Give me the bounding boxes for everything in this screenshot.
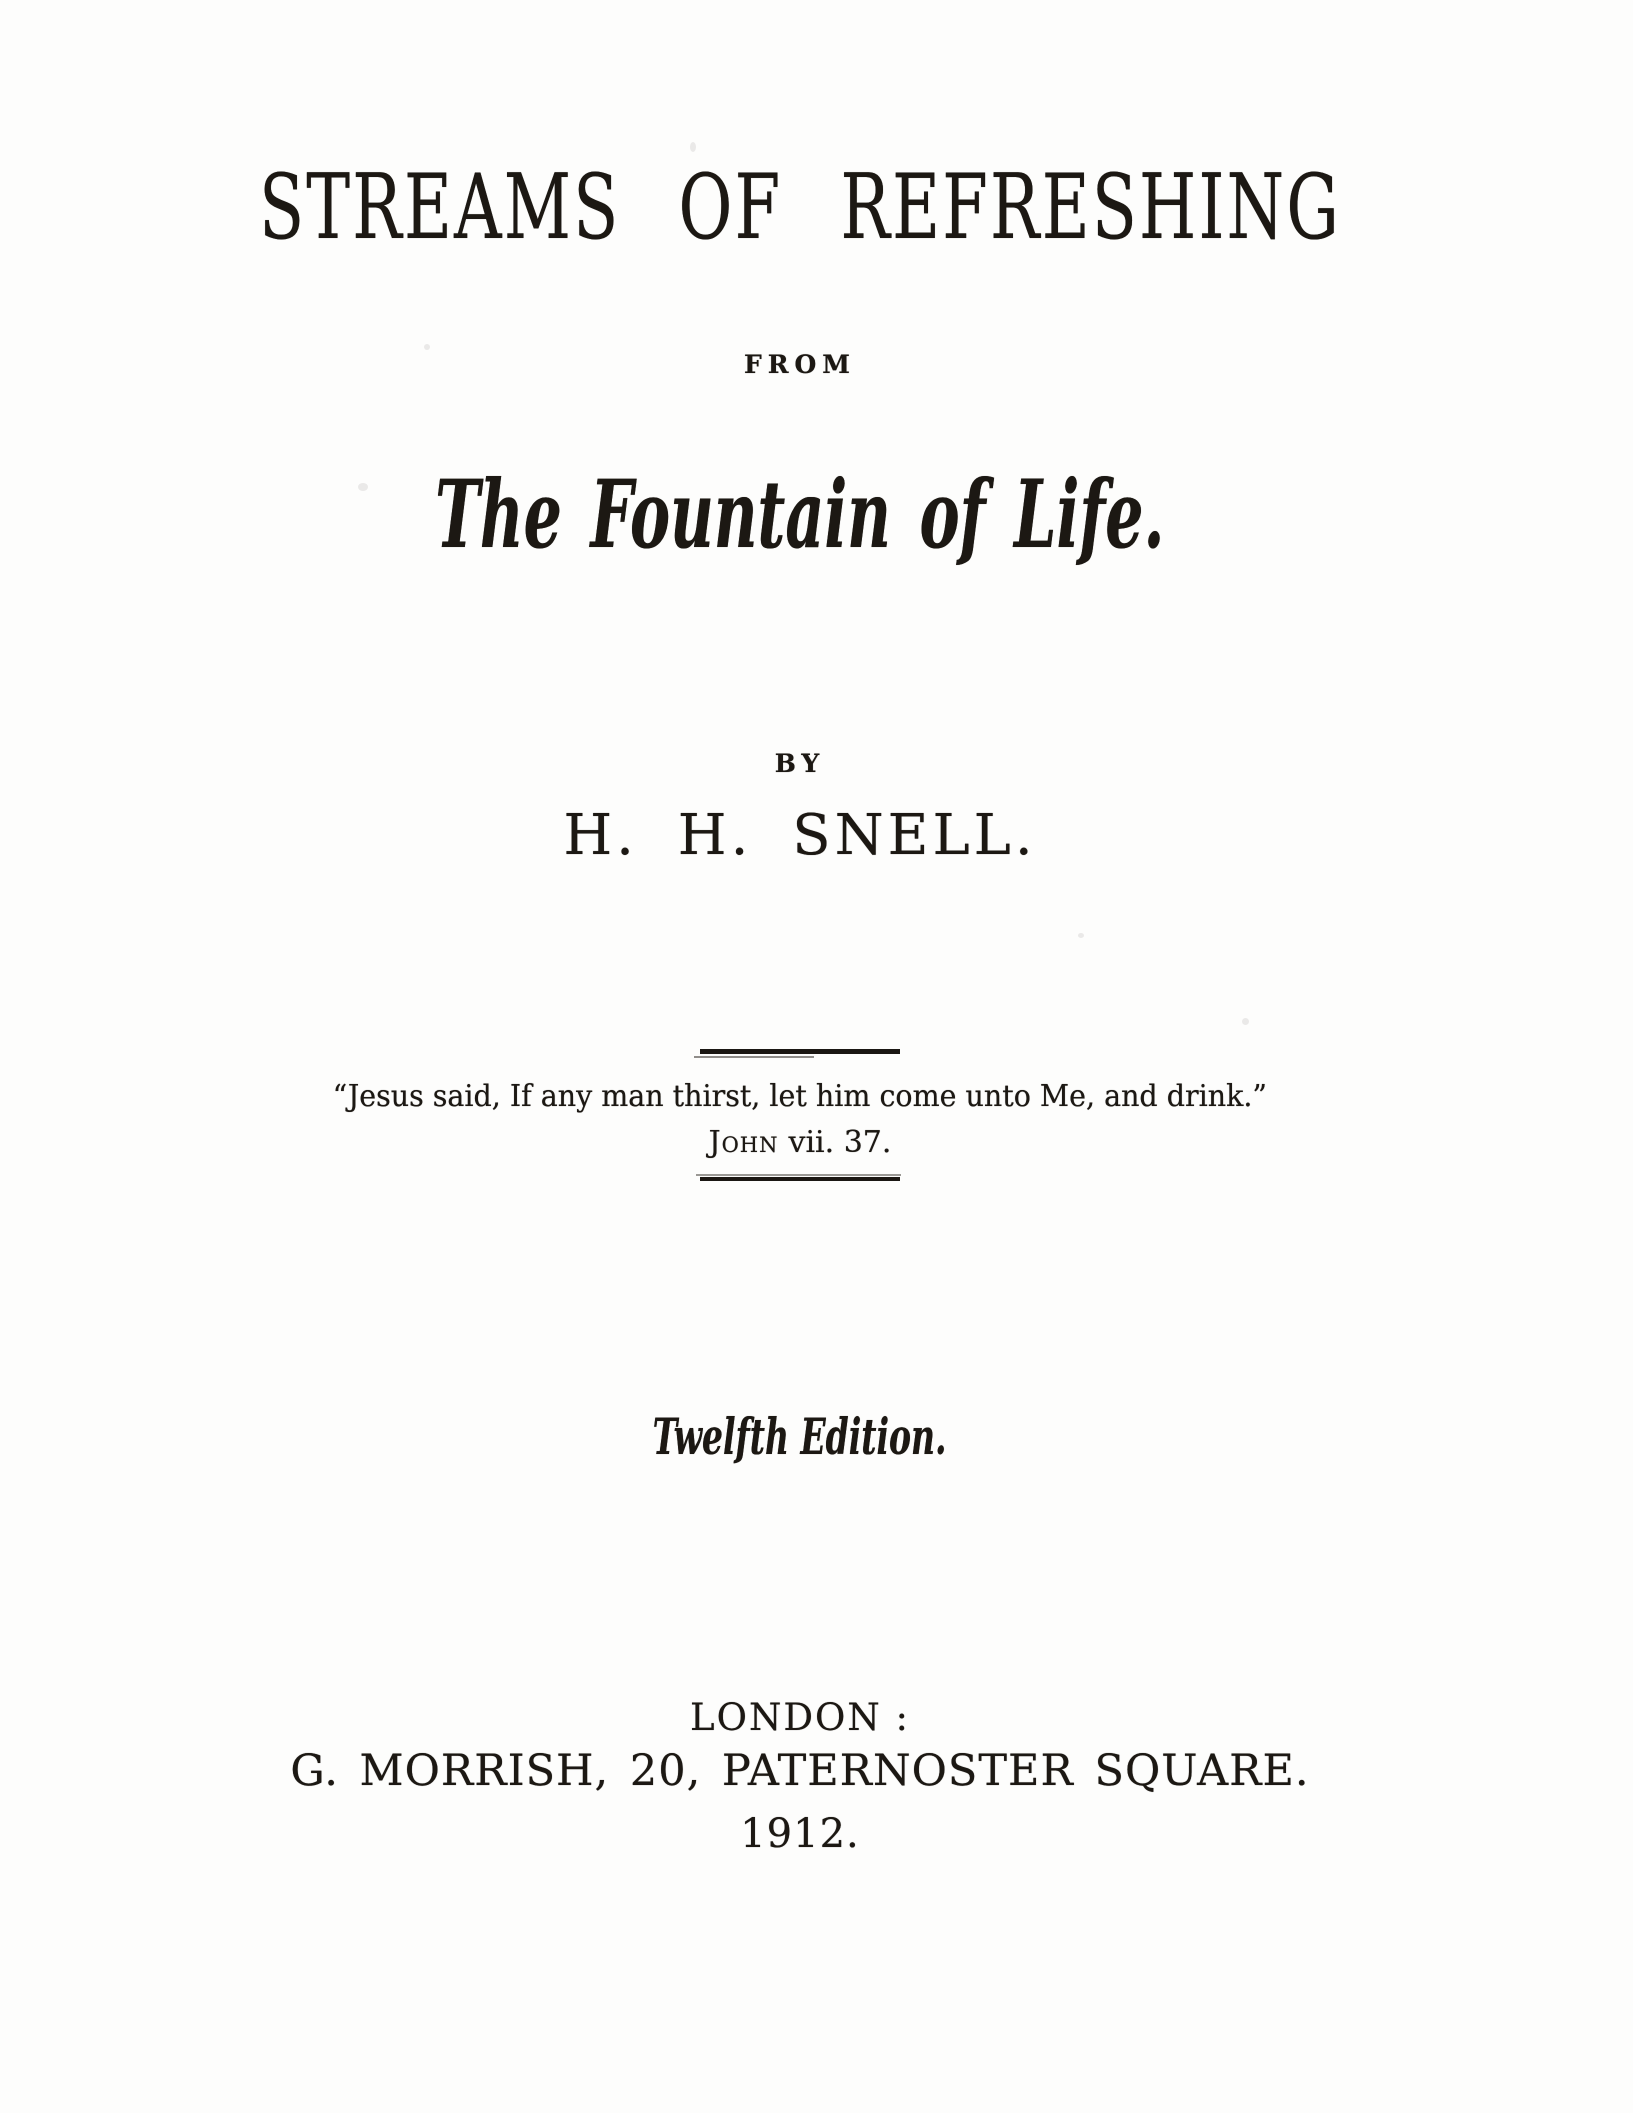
book-title xyxy=(0,155,1600,260)
scan-speck xyxy=(690,142,696,152)
scan-speck xyxy=(1078,933,1084,938)
scripture-quote xyxy=(0,1079,1600,1114)
imprint-year: 1912. xyxy=(740,1811,860,1857)
scan-speck xyxy=(1242,1018,1249,1025)
imprint-city: LONDON : xyxy=(690,1696,910,1739)
citation-book: John xyxy=(708,1125,779,1160)
citation-reference: vii. 37. xyxy=(788,1125,892,1160)
scripture-citation xyxy=(0,1125,1600,1160)
scripture-quote-text: “Jesus said, If any man thirst, let him come unto Me, and drink.” xyxy=(332,1079,1268,1114)
scan-speck xyxy=(424,344,430,350)
divider-rule-top xyxy=(700,1049,900,1054)
author-name: H. H. SNELL. xyxy=(563,803,1037,868)
imprint-publisher: G. MORRISH, 20, PATERNOSTER SQUARE. xyxy=(290,1746,1310,1796)
book-subtitle xyxy=(0,460,1600,570)
byline-label: BY xyxy=(774,749,826,778)
book-subtitle-text: The Fountain of Life. xyxy=(435,460,1165,570)
book-title-text: STREAMS OF REFRESHING xyxy=(259,155,1341,260)
divider-rule-bottom xyxy=(700,1177,900,1181)
scan-speck xyxy=(358,483,368,491)
subtitle-prefix: FROM xyxy=(744,350,856,379)
edition-statement-text: Twelfth Edition. xyxy=(653,1407,947,1466)
edition-statement xyxy=(0,1407,1600,1466)
